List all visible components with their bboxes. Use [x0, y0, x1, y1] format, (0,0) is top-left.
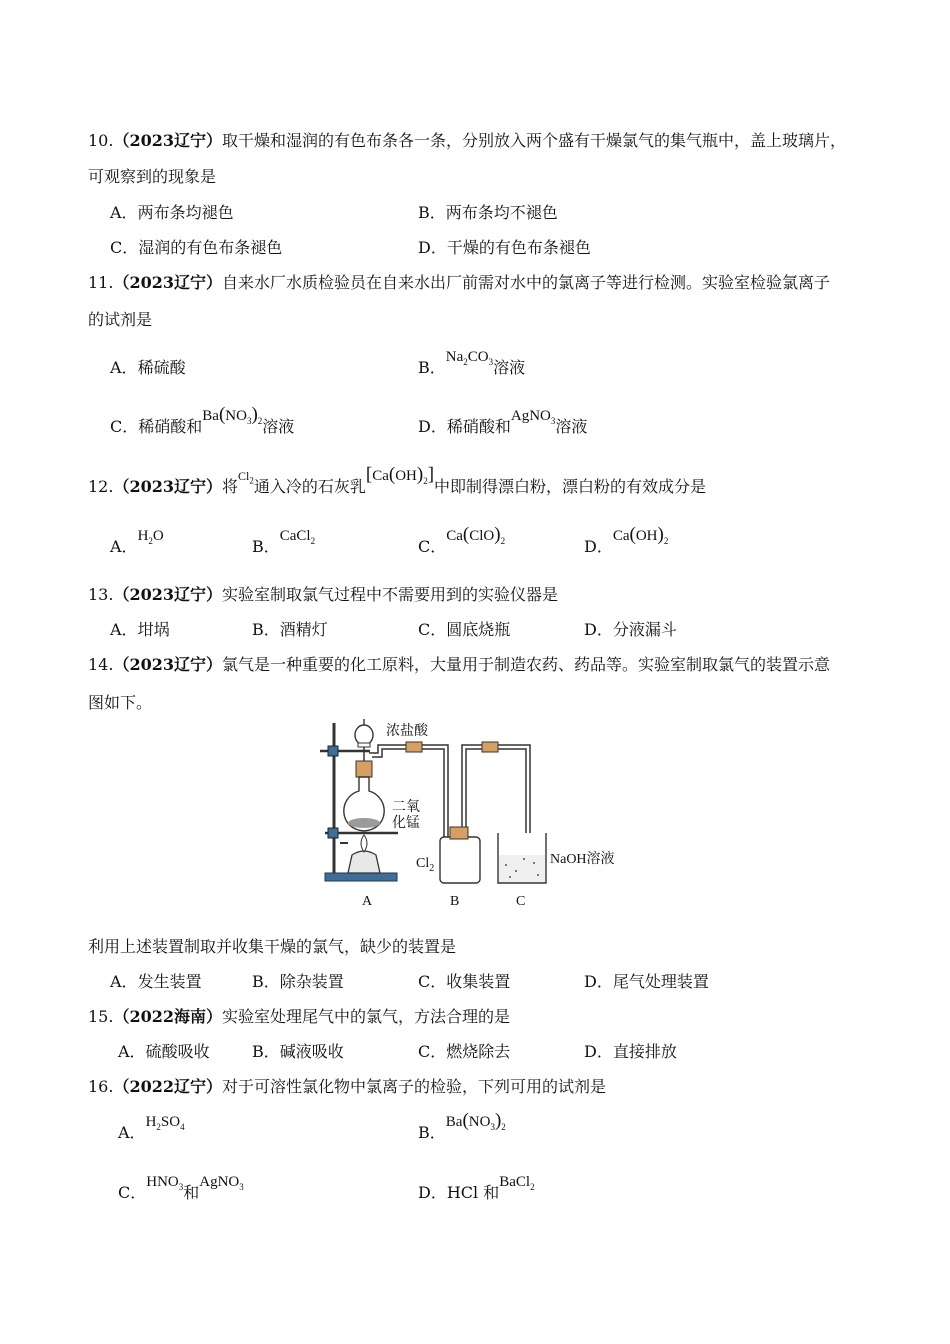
q13-option-c: C．圆底烧瓶 [418, 620, 511, 639]
q16-option-a: A．$H_2SO_4$ [118, 1114, 185, 1142]
separatory-funnel [355, 725, 373, 745]
question-14-stem-line2: 图如下。 [88, 693, 153, 712]
q14-option-a: A．发生装置 [110, 972, 202, 991]
label-naoh-solution: NaOH溶液 [550, 852, 615, 867]
q11-option-a: A．稀硫酸 [110, 358, 186, 377]
label-apparatus-a: A [362, 894, 373, 909]
h2so4-formula: $H_2SO_4$ [145, 1114, 185, 1132]
question-12-stem: 12.（2023辽宁）将$Cl_2$通入冷的石灰乳$[Ca(OH)_2]$中即制得漂白粉，漂白粉的有效成分是 [88, 464, 707, 496]
na2co3-formula: $Na_2CO_3$ [445, 349, 494, 367]
ba-no3-2-formula-q16: $Ba(NO_3)_2$ [445, 1110, 506, 1132]
q11-option-c: C．稀硝酸和$Ba(NO_3)_2$溶液 [110, 404, 295, 436]
ca-clo-2-formula: $Ca(ClO)_2$ [446, 524, 506, 546]
cacl2-formula: CaCl$_2$ [279, 528, 316, 546]
h2o-formula: $H_2O$ [137, 528, 164, 546]
question-11-stem-line2: 的试剂是 [88, 310, 153, 329]
question-14-follow: 利用上述装置制取并收集干燥的氯气，缺少的装置是 [88, 937, 457, 956]
q15-option-d: D．直接排放 [584, 1042, 677, 1061]
alcohol-lamp [348, 851, 380, 873]
q10-option-a: A．两布条均褪色 [110, 203, 234, 222]
flask-stopper [356, 761, 372, 777]
q12-option-b: B．CaCl$_2$ [252, 528, 316, 556]
q11-option-d: D．稀硝酸和AgNO$_3$溶液 [418, 408, 588, 436]
stand-base [325, 873, 397, 881]
question-16-stem: 16.（2022辽宁）对于可溶性氯化物中氯离子的检验，下列可用的试剂是 [88, 1077, 607, 1096]
q12-option-c: C．$Ca(ClO)_2$ [418, 524, 506, 556]
q14-option-d: D．尾气处理装置 [584, 972, 709, 991]
q12-option-d: D．$Ca(OH)_2$ [584, 524, 669, 556]
question-10-stem-line2: 可观察到的现象是 [88, 167, 217, 186]
agno3-formula-q16: AgNO$_3$ [199, 1174, 244, 1192]
q13-option-d: D．分液漏斗 [584, 620, 677, 639]
q13-option-b: B．酒精灯 [252, 620, 328, 639]
label-apparatus-b: B [450, 894, 460, 909]
label-cl2: $Cl_2$ [416, 856, 435, 874]
q15-option-c: C．燃烧除去 [418, 1042, 511, 1061]
chlorine-apparatus-figure [320, 715, 630, 915]
q13-option-a: A．坩埚 [110, 620, 170, 639]
gas-collecting-bottle [440, 837, 480, 883]
q11-option-b: B．$Na_2CO_3$溶液 [418, 349, 526, 377]
label-apparatus-c: C [516, 894, 526, 909]
label-concentrated-hcl: 浓盐酸 [386, 724, 428, 739]
q10-option-b: B．两布条均不褪色 [418, 203, 558, 222]
q15-option-a: A．硫酸吸收 [118, 1042, 210, 1061]
question-15-stem: 15.（2022海南）实验室处理尾气中的氯气，方法合理的是 [88, 1007, 511, 1026]
label-mno2-line1: 二氧 [392, 800, 420, 815]
agno3-formula: AgNO$_3$ [510, 408, 556, 426]
q10-option-d: D．干燥的有色布条褪色 [418, 238, 591, 257]
bacl2-formula: BaCl$_2$ [499, 1174, 535, 1192]
q16-option-b: B．$Ba(NO_3)_2$ [418, 1110, 506, 1142]
question-11-stem: 11.（2023辽宁）自来水厂水质检验员在自来水出厂前需对水中的氯离子等进行检测。实验室检验氯离子 [88, 273, 831, 292]
q10-option-c: C．湿润的有色布条褪色 [110, 238, 283, 257]
ca-oh-2-bracket-formula: $[Ca(OH)_2]$ [365, 464, 435, 486]
ba-no3-2-formula: $Ba(NO_3)_2$ [202, 404, 263, 426]
question-13-stem: 13.（2023辽宁）实验室制取氯气过程中不需要用到的实验仪器是 [88, 585, 559, 604]
q16-option-d: D．HCl 和BaCl$_2$ [418, 1174, 535, 1202]
q16-option-c: C．$HNO_3$和AgNO$_3$ [118, 1174, 244, 1202]
q14-option-c: C．收集装置 [418, 972, 511, 991]
question-14-stem: 14.（2023辽宁）氯气是一种重要的化工原料，大量用于制造农药、药品等。实验室制取氯气的装置示意 [88, 655, 831, 674]
label-mno2-line2: 化锰 [392, 816, 420, 831]
cl2-formula: $Cl_2$ [238, 469, 254, 486]
q15-option-b: B．碱液吸收 [252, 1042, 344, 1061]
q12-option-a: A．$H_2O$ [110, 528, 164, 556]
q14-option-b: B．除杂装置 [252, 972, 344, 991]
hno3-formula: $HNO_3$ [146, 1174, 184, 1192]
question-10-stem: 10.（2023辽宁）取干燥和湿润的有色布条各一条，分别放入两个盛有干燥氯气的集气瓶中，盖上玻璃片， [88, 131, 847, 150]
ca-oh-2-formula: $Ca(OH)_2$ [612, 524, 669, 546]
